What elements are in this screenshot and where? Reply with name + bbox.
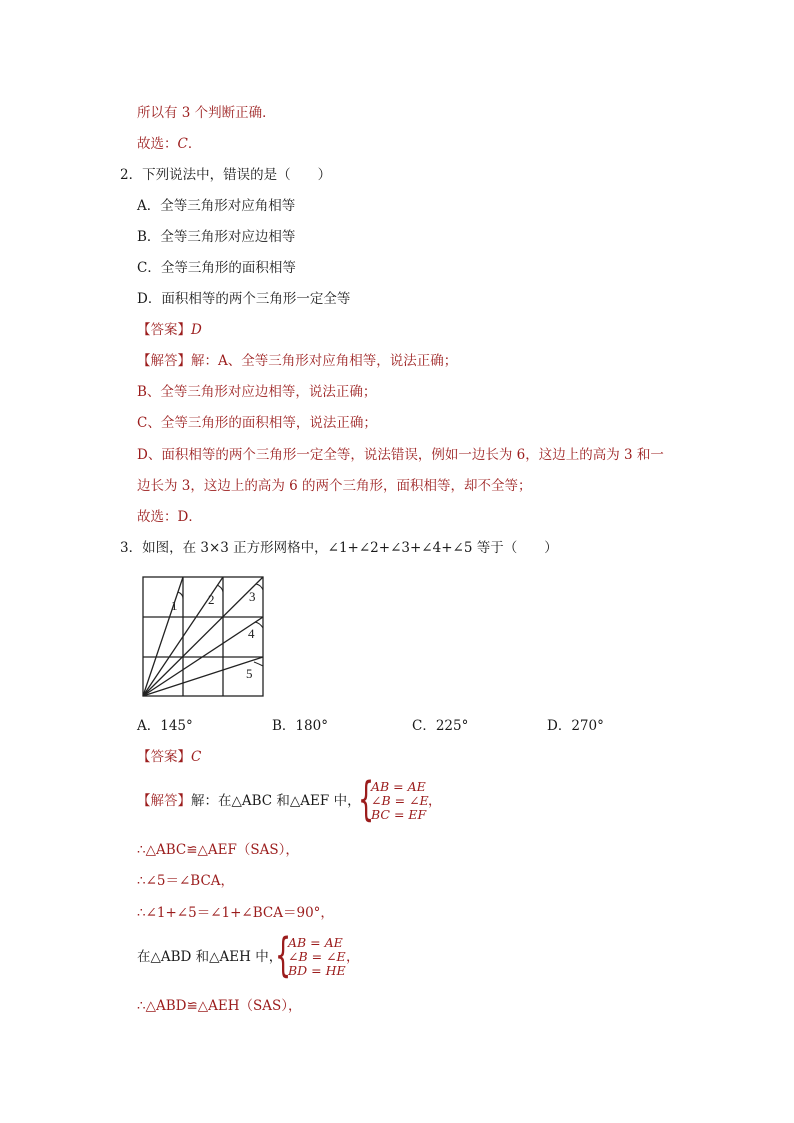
q3-step-1: ∴△ABC≌△AEF（SAS）， <box>137 842 299 858</box>
system2-eq-3: BD = HE <box>288 963 346 978</box>
q2-solution-5: 边长为 3，这边上的高为 6 的两个三角形，面积相等，却不全等； <box>137 478 532 494</box>
q3-solution-intro <box>137 792 361 810</box>
system2-suffix: ， <box>346 949 360 965</box>
system1-eq-2: ∠B = ∠E <box>371 793 429 808</box>
system1-eq-3: BC = EF <box>371 807 427 822</box>
q3-option-a <box>137 717 193 735</box>
prev-choice-prefix: 故选： <box>137 136 178 152</box>
q3-option-d-letter: D． <box>547 718 572 734</box>
angle-label-1: 1 <box>171 598 178 613</box>
system2-eq-2: ∠B = ∠E <box>288 949 346 964</box>
q3-stem: 3．如图，在 3×3 正方形网格中，∠1+∠2+∠3+∠4+∠5 等于（ ） <box>120 540 558 556</box>
prev-conclusion: 所以有 3 个判断正确． <box>137 105 276 121</box>
system1-suffix: ， <box>428 793 442 809</box>
system2-eq-1: AB = AE <box>288 935 343 950</box>
grid-figure <box>138 572 270 702</box>
prev-choice-suffix: ． <box>187 136 202 152</box>
rays <box>143 577 263 696</box>
q3-option-c <box>412 717 468 735</box>
q3-answer-label: 【答案】 <box>137 749 191 765</box>
q3-solution-label: 【解答】 <box>137 793 191 809</box>
q2-answer-label: 【答案】 <box>137 322 191 338</box>
angle-label-5: 5 <box>246 666 253 681</box>
system1-eq-1: AB = AE <box>371 779 426 794</box>
q3-solution-intro-text: 解：在△ABC 和△AEF 中， <box>191 793 361 809</box>
q2-solution-label: 【解答】 <box>137 353 191 369</box>
q3-option-b <box>272 717 328 735</box>
q3-option-b-letter: B． <box>272 718 296 734</box>
q3-option-c-letter: C． <box>412 718 436 734</box>
q3-option-d-value: 270° <box>571 718 604 734</box>
q3-step-4: ∴△ABD≌△AEH（SAS）， <box>137 998 302 1014</box>
brace-1: { <box>358 772 375 826</box>
q2-solution-4: D、面积相等的两个三角形一定全等，说法错误，例如一边长为 6，这边上的高为 3 和一 <box>137 447 664 463</box>
q2-solution-2: B、全等三角形对应边相等，说法正确； <box>137 384 377 400</box>
q3-option-a-letter: A． <box>137 718 161 734</box>
q3-answer-value: C <box>191 749 202 765</box>
q3-intro-2: 在△ABD 和△AEH 中， <box>137 949 283 965</box>
q3-step-2: ∴∠5＝∠BCA， <box>137 873 235 889</box>
q3-answer <box>137 748 201 766</box>
q3-option-d <box>547 717 604 735</box>
q3-option-c-value: 225° <box>435 718 469 734</box>
brace-2: { <box>275 928 292 982</box>
q2-option-c: C．全等三角形的面积相等 <box>137 260 296 276</box>
q2-solution-3: C、全等三角形的面积相等，说法正确； <box>137 415 377 431</box>
prev-choice <box>137 135 201 153</box>
q2-answer <box>137 321 202 339</box>
q2-stem: 2．下列说法中，错误的是（ ） <box>120 167 332 183</box>
angle-label-4: 4 <box>248 626 255 641</box>
prev-choice-answer: C <box>177 136 188 152</box>
q2-solution-text-1: 解：A、全等三角形对应角相等，说法正确； <box>191 353 458 369</box>
angle-label-2: 2 <box>208 592 215 607</box>
q3-option-b-value: 180° <box>295 718 328 734</box>
q3-step-3: ∴∠1+∠5＝∠1+∠BCA＝90°， <box>137 905 334 921</box>
q3-option-a-value: 145° <box>160 718 193 734</box>
q2-answer-value: D <box>191 322 202 338</box>
q2-solution-1 <box>137 352 457 370</box>
q2-option-d: D．面积相等的两个三角形一定全等 <box>137 291 351 307</box>
angle-label-3: 3 <box>249 589 256 604</box>
q2-option-b: B．全等三角形对应边相等 <box>137 229 296 245</box>
q2-option-a: A．全等三角形对应角相等 <box>137 198 296 214</box>
q2-solution-6: 故选：D． <box>137 509 202 525</box>
